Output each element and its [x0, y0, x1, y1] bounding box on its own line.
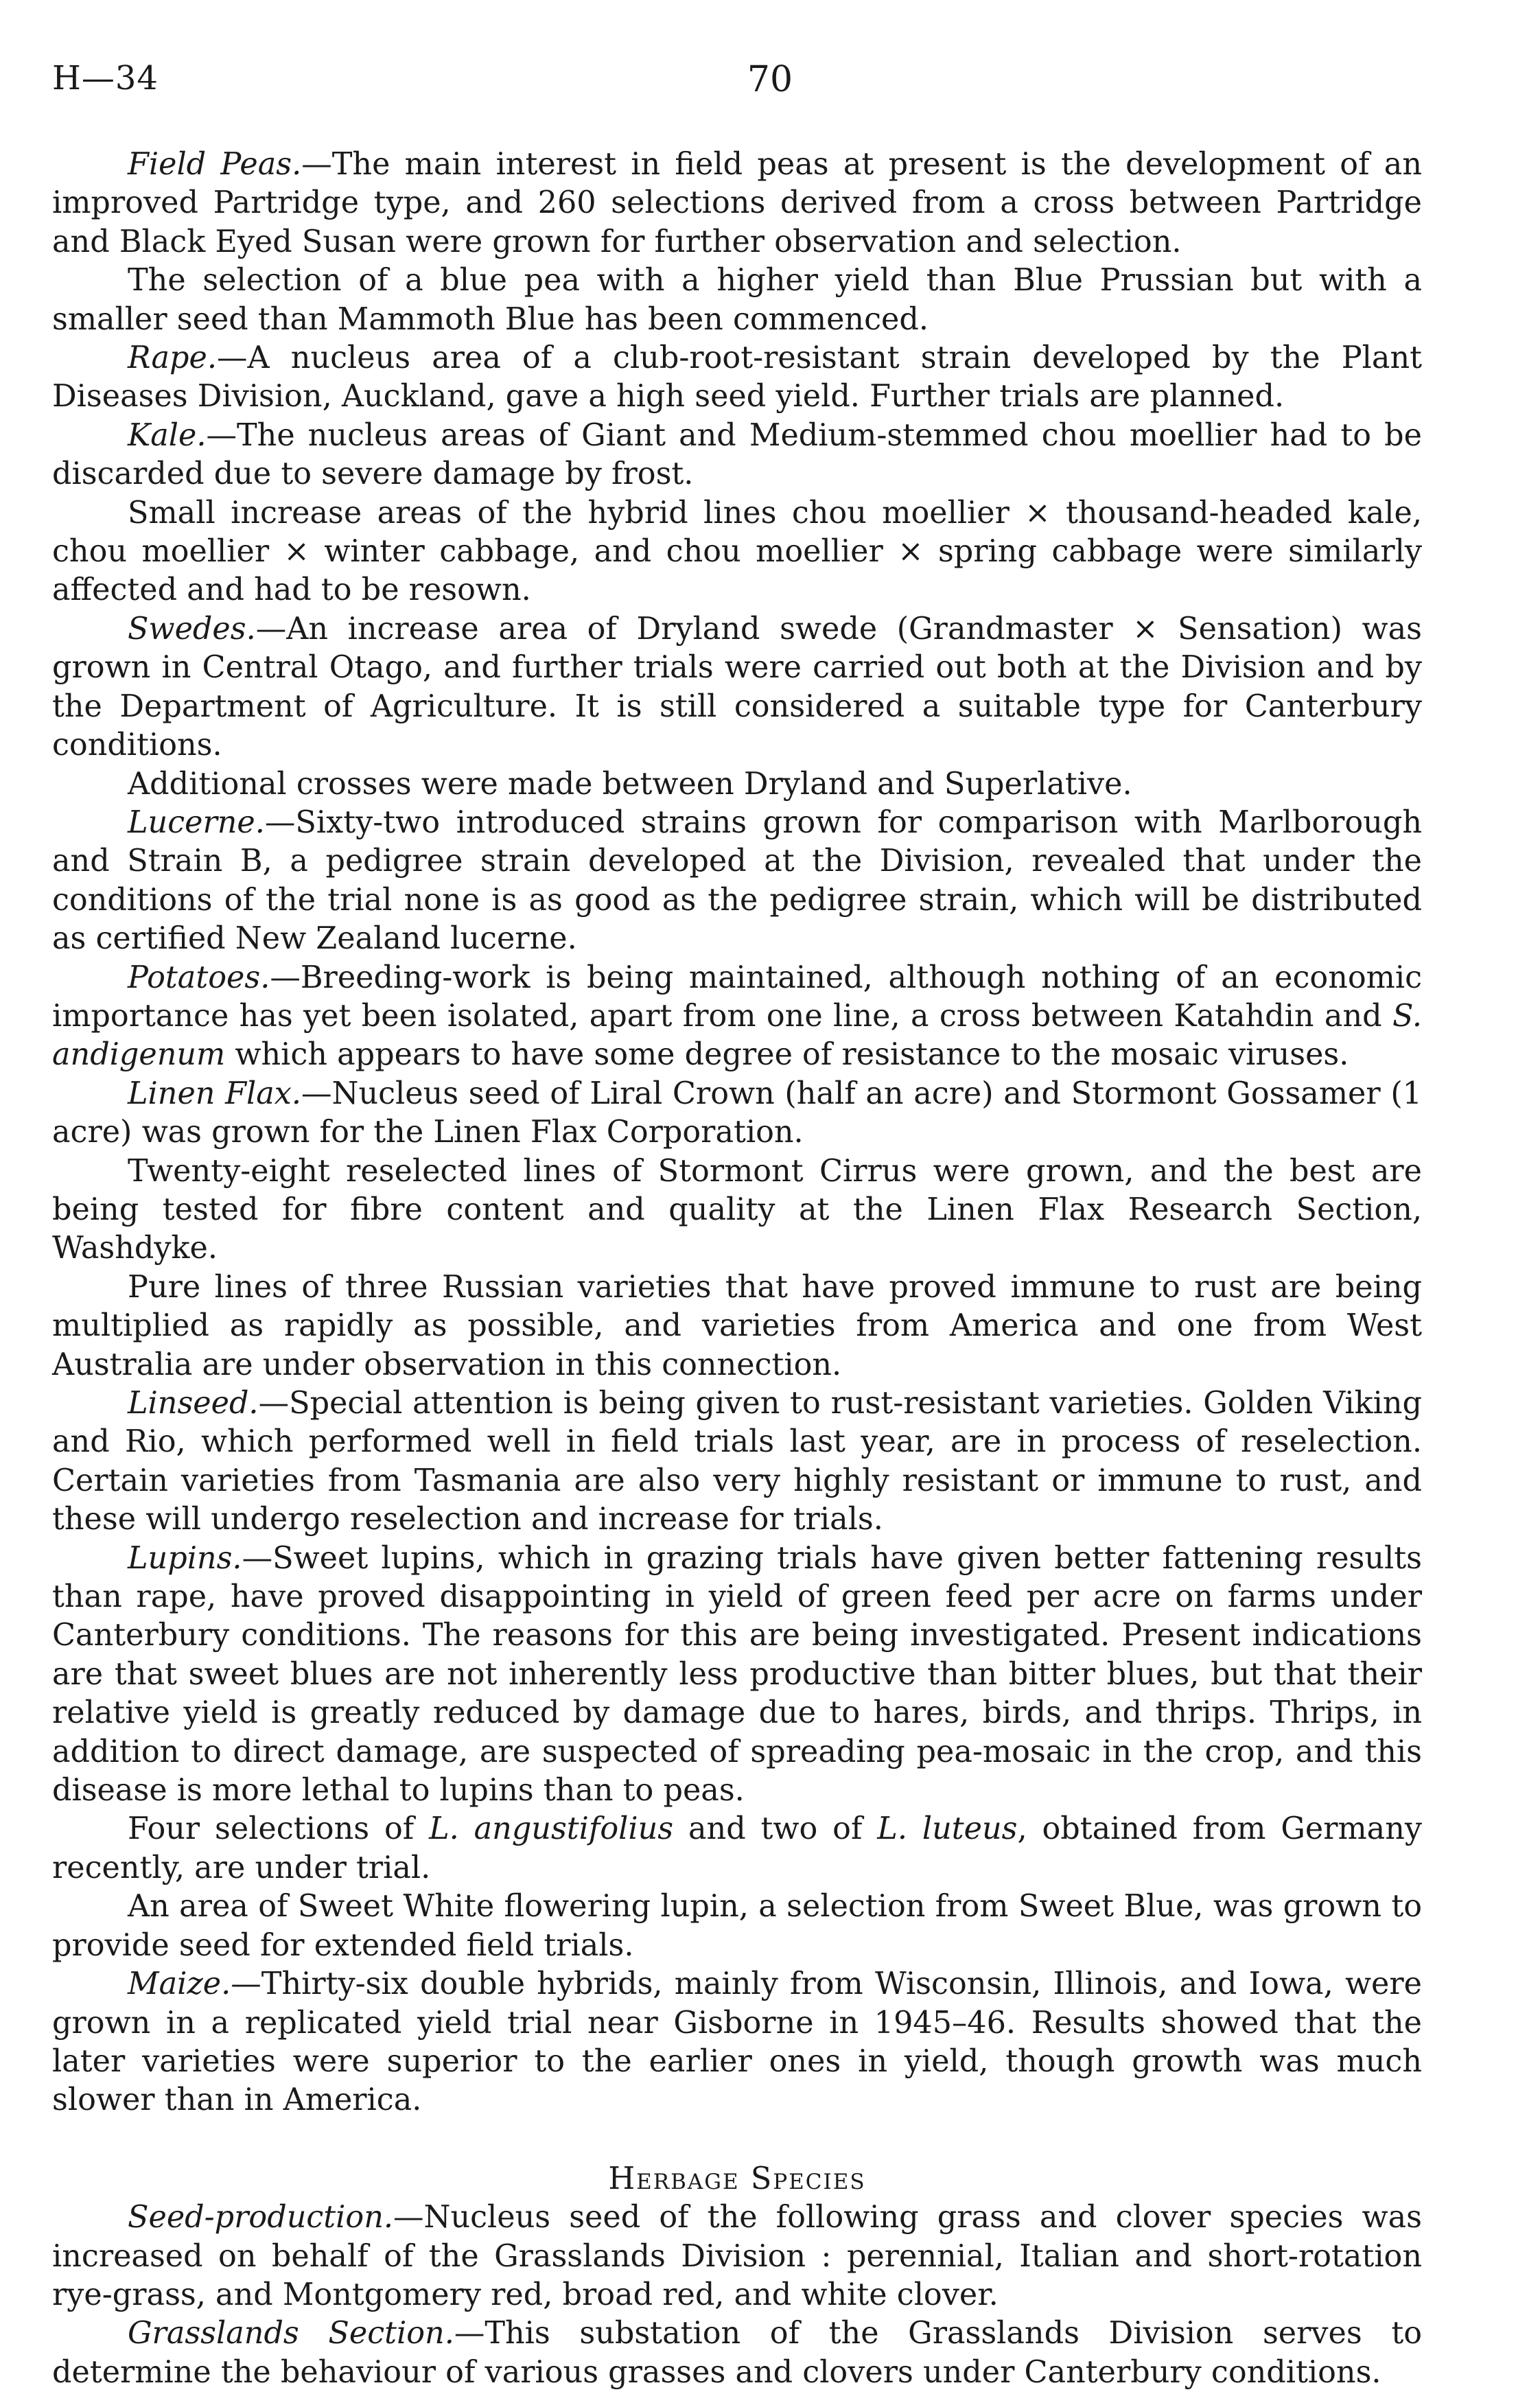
- run-in-heading: Linen Flax.: [128, 1076, 301, 1111]
- paragraph-field-peas: [52, 146, 1422, 262]
- paragraph: [52, 262, 1422, 339]
- paragraph-text: —The main interest in field peas at present is the development of an improved Partridge type, and 260 selections derived from a cross between Partridge and Black Eyed Susan were grown for further observation and selection.: [52, 147, 1422, 259]
- run-in-heading: Maize.: [128, 1966, 231, 2002]
- paragraph-text: Twenty-eight reselected lines of Stormont Cirrus were grown, and the best are being tested for fibre content and quality at the Linen Flax Research Section, Washdyke.: [52, 1153, 1422, 1266]
- page-number: 70: [747, 59, 793, 100]
- species-name: L. angustifolius: [429, 1811, 674, 1847]
- run-in-heading: Linseed.: [128, 1386, 259, 1421]
- paragraph: [52, 1152, 1422, 1268]
- paragraph-text: Pure lines of three Russian varieties that have proved immune to rust are being multiplied as rapidly as possible, and varieties from America and one from West Australia are under observation in this connection.: [52, 1269, 1422, 1382]
- paragraph-linseed: [52, 1384, 1422, 1540]
- paragraph-text: The selection of a blue pea with a higher yield than Blue Prussian but with a smaller seed than Mammoth Blue has been commenced.: [52, 263, 1422, 337]
- paragraph: [52, 1268, 1422, 1384]
- paragraph-text: Small increase areas of the hybrid lines chou moellier × thousand-headed kale, chou moellier × winter cabbage, and chou moellier × spring cabbage were similarly affected and had to be resown.: [52, 495, 1422, 608]
- paragraph-maize: [52, 1965, 1422, 2120]
- paragraph-potatoes: [52, 959, 1422, 1075]
- paragraph: [52, 1810, 1422, 1888]
- paragraph-text: and two of: [673, 1811, 878, 1847]
- page-header: [52, 59, 1488, 107]
- paragraph-rape: [52, 339, 1422, 417]
- paragraph: [52, 1888, 1422, 1965]
- paragraph-text: —Sweet lupins, which in grazing trials have given better fattening results than rape, have proved disappointing in yield of green feed per acre on farms under Canterbury conditions. The reasons for this are being investigated. Present indications are that sweet blues are not inherently less productive than bitter blues, but that their relative yield is greatly reduced by damage due to hares, birds, and thrips. Thrips, in addition to direct damage, are suspected of spreading pea-mosaic in the crop, and this disease is more lethal to lupins than to peas.: [52, 1540, 1422, 1809]
- paragraph-grasslands-section: [52, 2314, 1422, 2392]
- paragraph-text: —Breeding-work is being maintained, although nothing of an economic importance has yet been isolated, apart from one line, a cross between Katahdin and: [52, 960, 1422, 1034]
- species-name: L. luteus: [877, 1811, 1018, 1847]
- paragraph: [52, 494, 1422, 610]
- paragraph-text: —Sixty-two introduced strains grown for comparison with Marlborough and Strain B, a pedigree strain developed at the Division, revealed that under the conditions of the trial none is as good as the pedigree strain, which will be distributed as certified New Zealand lucerne.: [52, 804, 1422, 957]
- paragraph-text: which appears to have some degree of resistance to the mosaic viruses.: [225, 1037, 1349, 1073]
- paragraph-text: —Nucleus seed of the following grass and clover species was increased on behalf of the Grasslands Division : perennial, Italian and short-rotation rye-grass, and Montgomery red, broad red, and white clover.: [52, 2200, 1422, 2312]
- paragraph-text: —This substation of the Grasslands Division serves to determine the behaviour of various grasses and clovers under Canterbury conditions.: [52, 2316, 1422, 2390]
- run-in-heading: Rape.: [128, 340, 218, 376]
- paragraph-text: —Thirty-six double hybrids, mainly from Wisconsin, Illinois, and Iowa, were grown in a replicated yield trial near Gisborne in 1945–46. Results showed that the later varieties were superior to the earlier ones in yield, though growth was much slower than in America.: [52, 1966, 1422, 2118]
- paragraph-text: —The nucleus areas of Giant and Medium-stemmed chou moellier had to be discarded due to severe damage by frost.: [52, 417, 1422, 492]
- run-in-heading: Lucerne.: [128, 804, 265, 840]
- section-heading: Herbage Species: [608, 2161, 866, 2196]
- paragraph-seed-production: [52, 2198, 1422, 2314]
- paragraph-text: Additional crosses were made between Dryland and Superlative.: [128, 766, 1132, 802]
- report-reference: H—34: [52, 59, 159, 97]
- paragraph: [52, 765, 1422, 804]
- run-in-heading: Swedes.: [128, 611, 256, 647]
- paragraph-text: —An increase area of Dryland swede (Grandmaster × Sensation) was grown in Central Otago, and further trials were carried out both at the Division and by the Department of Agriculture. It is still considered a suitable type for Canterbury conditions.: [52, 611, 1422, 763]
- paragraph-lucerne: [52, 804, 1422, 959]
- paragraph-text: Four selections of: [128, 1811, 430, 1847]
- paragraph-text: An area of Sweet White flowering lupin, a selection from Sweet Blue, was grown to provide seed for extended field trials.: [52, 1889, 1422, 1963]
- document-body: [52, 146, 1422, 2392]
- paragraph-text: —Nucleus seed of Liral Crown (half an acre) and Stormont Gossamer (1 acre) was grown for the Linen Flax Corporation.: [52, 1076, 1422, 1150]
- paragraph-text: , obtained from Germany recently, are under trial.: [52, 1811, 1423, 1885]
- paragraph-text: —A nucleus area of a club-root-resistant strain developed by the Plant Diseases Division, Auckland, gave a high seed yield. Further trials are planned.: [52, 340, 1422, 415]
- run-in-heading: Lupins.: [128, 1540, 242, 1576]
- species-name: S. andigenum: [52, 998, 1422, 1073]
- paragraph-swedes: [52, 610, 1422, 765]
- paragraph-kale: [52, 417, 1422, 494]
- run-in-heading: Grasslands Section.: [128, 2316, 454, 2352]
- paragraph-text: —Special attention is being given to rust-resistant varieties. Golden Viking and Rio, which performed well in field trials last year, are in process of reselection. Certain varieties from Tasmania are also very highly resistant or immune to rust, and these will undergo reselection and increase for trials.: [52, 1386, 1422, 1537]
- paragraph-linen-flax: [52, 1075, 1422, 1152]
- run-in-heading: Field Peas.: [128, 147, 302, 182]
- run-in-heading: Kale.: [128, 417, 207, 453]
- paragraph-lupins: [52, 1540, 1422, 1811]
- run-in-heading: Seed-production.: [128, 2200, 394, 2236]
- run-in-heading: Potatoes.: [128, 960, 270, 995]
